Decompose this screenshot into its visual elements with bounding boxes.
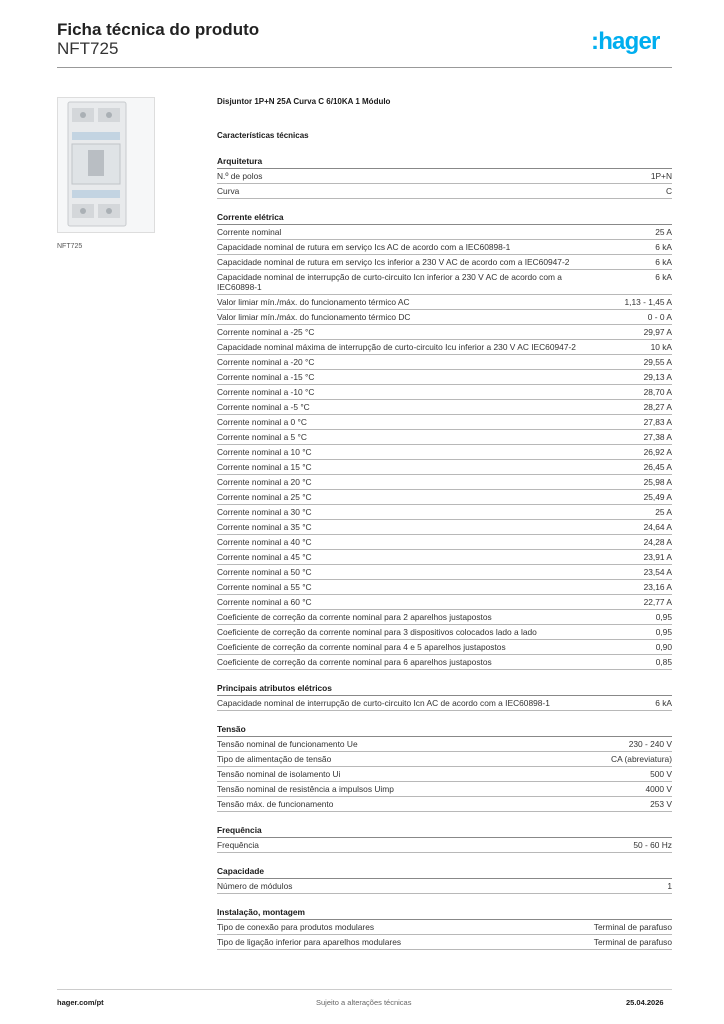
spec-label: Curva	[217, 186, 240, 196]
spec-row	[217, 325, 672, 340]
product-title: Disjuntor 1P+N 25A Curva C 6/10KA 1 Módulo	[217, 97, 391, 106]
spec-label: Corrente nominal a 35 °C	[217, 522, 312, 532]
spec-value: 50 - 60 Hz	[633, 840, 672, 850]
spec-value: 25 A	[655, 227, 672, 237]
spec-value: 26,45 A	[643, 462, 672, 472]
spec-row	[217, 430, 672, 445]
spec-value: 230 - 240 V	[628, 739, 672, 749]
spec-group	[217, 905, 672, 950]
spec-label: Corrente nominal a 10 °C	[217, 447, 312, 457]
spec-group	[217, 154, 672, 199]
spec-value: 27,83 A	[643, 417, 672, 427]
spec-row	[217, 752, 672, 767]
spec-value: 1P+N	[650, 171, 672, 181]
spec-label: Valor limiar mín./máx. do funcionamento térmico DC	[217, 312, 411, 322]
spec-label: Corrente nominal a 0 °C	[217, 417, 307, 427]
spec-group-title: Frequência	[217, 823, 672, 838]
spec-row	[217, 655, 672, 670]
header-divider	[57, 67, 672, 68]
spec-value: 6 kA	[655, 698, 672, 708]
spec-value: 253 V	[650, 799, 672, 809]
spec-label: Corrente nominal a 55 °C	[217, 582, 312, 592]
spec-row	[217, 340, 672, 355]
spec-label: Corrente nominal a -20 °C	[217, 357, 315, 367]
spec-label: Valor limiar mín./máx. do funcionamento térmico AC	[217, 297, 410, 307]
spec-label: Corrente nominal a 15 °C	[217, 462, 312, 472]
spec-value: 24,64 A	[643, 522, 672, 532]
spec-row	[217, 505, 672, 520]
spec-label: N.º de polos	[217, 171, 263, 181]
spec-row	[217, 610, 672, 625]
spec-label: Coeficiente de correção da corrente nominal para 4 e 5 aparelhos justapostos	[217, 642, 506, 652]
spec-label: Corrente nominal a -5 °C	[217, 402, 310, 412]
spec-value: 24,28 A	[643, 537, 672, 547]
spec-row	[217, 565, 672, 580]
spec-value: 10 kA	[650, 342, 672, 352]
header-title: Ficha técnica do produto	[57, 20, 260, 39]
spec-value: 27,38 A	[643, 432, 672, 442]
spec-label: Tensão nominal de funcionamento Ue	[217, 739, 358, 749]
spec-label: Tipo de ligação inferior para aparelhos modulares	[217, 937, 402, 947]
spec-row	[217, 184, 672, 199]
spec-label: Corrente nominal a 60 °C	[217, 597, 312, 607]
spec-value: 25,49 A	[643, 492, 672, 502]
spec-value: Terminal de parafuso	[593, 922, 672, 932]
image-caption: NFT725	[57, 243, 83, 250]
spec-value: 29,13 A	[643, 372, 672, 382]
spec-group-title: Capacidade	[217, 864, 672, 879]
spec-row	[217, 355, 672, 370]
spec-label: Capacidade nominal de rutura em serviço Ics AC de acordo com a IEC60898-1	[217, 242, 511, 252]
spec-label: Corrente nominal a -15 °C	[217, 372, 315, 382]
circuit-breaker-icon	[58, 98, 154, 232]
spec-label: Corrente nominal a 45 °C	[217, 552, 312, 562]
spec-label: Corrente nominal a -25 °C	[217, 327, 315, 337]
spec-row	[217, 415, 672, 430]
hager-logo: :hager	[591, 28, 660, 55]
spec-value: Terminal de parafuso	[593, 937, 672, 947]
spec-row	[217, 445, 672, 460]
spec-label: Corrente nominal a 5 °C	[217, 432, 307, 442]
footer-date: 25.04.2026	[626, 998, 664, 1007]
spec-group	[217, 722, 672, 812]
spec-label: Coeficiente de correção da corrente nominal para 2 aparelhos justapostos	[217, 612, 492, 622]
spec-label: Tensão nominal de isolamento Ui	[217, 769, 341, 779]
spec-row	[217, 935, 672, 950]
specs-content	[217, 154, 672, 961]
spec-row	[217, 295, 672, 310]
spec-label: Corrente nominal a 25 °C	[217, 492, 312, 502]
spec-value: 4000 V	[645, 784, 672, 794]
spec-row	[217, 460, 672, 475]
spec-value: 1,13 - 1,45 A	[624, 297, 672, 307]
spec-row	[217, 920, 672, 935]
spec-row	[217, 625, 672, 640]
spec-value: 23,16 A	[643, 582, 672, 592]
spec-label: Corrente nominal a 50 °C	[217, 567, 312, 577]
spec-value: 28,70 A	[643, 387, 672, 397]
spec-row	[217, 385, 672, 400]
spec-label: Frequência	[217, 840, 259, 850]
spec-label: Capacidade nominal de interrupção de curto-circuito Icn AC de acordo com a IEC60898-1	[217, 698, 550, 708]
spec-group-title: Corrente elétrica	[217, 210, 672, 225]
spec-value: 29,55 A	[643, 357, 672, 367]
footer-notice: Sujeito a alterações técnicas	[316, 998, 412, 1007]
spec-group	[217, 210, 672, 670]
spec-row	[217, 169, 672, 184]
spec-row	[217, 225, 672, 240]
spec-row	[217, 550, 672, 565]
spec-value: CA (abreviatura)	[611, 754, 672, 764]
spec-value: 0,90	[655, 642, 672, 652]
spec-label: Coeficiente de correção da corrente nominal para 3 dispositivos colocados lado a lado	[217, 627, 537, 637]
spec-row	[217, 490, 672, 505]
spec-value: 0,85	[655, 657, 672, 667]
footer-website[interactable]: hager.com/pt	[57, 998, 104, 1007]
spec-group-title: Tensão	[217, 722, 672, 737]
spec-value: 6 kA	[655, 272, 672, 282]
spec-label: Tipo de conexão para produtos modulares	[217, 922, 375, 932]
spec-value: 28,27 A	[643, 402, 672, 412]
spec-row	[217, 255, 672, 270]
spec-value: 26,92 A	[643, 447, 672, 457]
spec-row	[217, 310, 672, 325]
spec-value: 0,95	[655, 627, 672, 637]
spec-value: 0,95	[655, 612, 672, 622]
spec-label: Corrente nominal a -10 °C	[217, 387, 315, 397]
spec-value: 0 - 0 A	[647, 312, 672, 322]
spec-label: Tensão nominal de resistência a impulsos Uimp	[217, 784, 394, 794]
spec-row	[217, 737, 672, 752]
spec-label: Tipo de alimentação de tensão	[217, 754, 332, 764]
spec-label: Capacidade nominal máxima de interrupção de curto-circuito Icu inferior a 230 V AC IEC60947-2	[217, 342, 576, 352]
product-code: NFT725	[57, 39, 119, 58]
spec-value: 6 kA	[655, 242, 672, 252]
spec-value: 500 V	[650, 769, 672, 779]
spec-row	[217, 580, 672, 595]
spec-label: Corrente nominal a 30 °C	[217, 507, 312, 517]
spec-row	[217, 767, 672, 782]
spec-value: 23,91 A	[643, 552, 672, 562]
spec-label: Número de módulos	[217, 881, 293, 891]
spec-value: 25 A	[655, 507, 672, 517]
spec-group	[217, 823, 672, 853]
footer-divider	[57, 989, 672, 990]
spec-row	[217, 838, 672, 853]
spec-row	[217, 879, 672, 894]
spec-row	[217, 270, 672, 295]
spec-row	[217, 696, 672, 711]
spec-label: Corrente nominal a 20 °C	[217, 477, 312, 487]
spec-row	[217, 797, 672, 812]
spec-value: 6 kA	[655, 257, 672, 267]
spec-row	[217, 640, 672, 655]
spec-row	[217, 595, 672, 610]
spec-row	[217, 400, 672, 415]
spec-label: Corrente nominal a 40 °C	[217, 537, 312, 547]
spec-value: 1	[667, 881, 672, 891]
spec-label: Capacidade nominal de rutura em serviço Ics inferior a 230 V AC de acordo com a IEC60947-2	[217, 257, 570, 267]
spec-label: Tensão máx. de funcionamento	[217, 799, 334, 809]
spec-row	[217, 240, 672, 255]
spec-label: Coeficiente de correção da corrente nominal para 6 aparelhos justapostos	[217, 657, 492, 667]
spec-row	[217, 475, 672, 490]
spec-group-title: Principais atributos elétricos	[217, 681, 672, 696]
spec-value: 22,77 A	[643, 597, 672, 607]
spec-row	[217, 520, 672, 535]
spec-row	[217, 535, 672, 550]
spec-value: 25,98 A	[643, 477, 672, 487]
spec-row	[217, 370, 672, 385]
spec-group-title: Arquitetura	[217, 154, 672, 169]
section-heading: Características técnicas	[217, 131, 309, 140]
spec-value: 29,97 A	[643, 327, 672, 337]
product-image	[57, 97, 155, 233]
spec-group	[217, 864, 672, 894]
spec-group	[217, 681, 672, 711]
spec-label: Capacidade nominal de interrupção de curto-circuito Icn inferior a 230 V AC de acordo com a IEC60898-1	[217, 272, 562, 292]
spec-value: 23,54 A	[643, 567, 672, 577]
spec-group-title: Instalação, montagem	[217, 905, 672, 920]
spec-label: Corrente nominal	[217, 227, 282, 237]
spec-row	[217, 782, 672, 797]
spec-value: C	[665, 186, 672, 196]
